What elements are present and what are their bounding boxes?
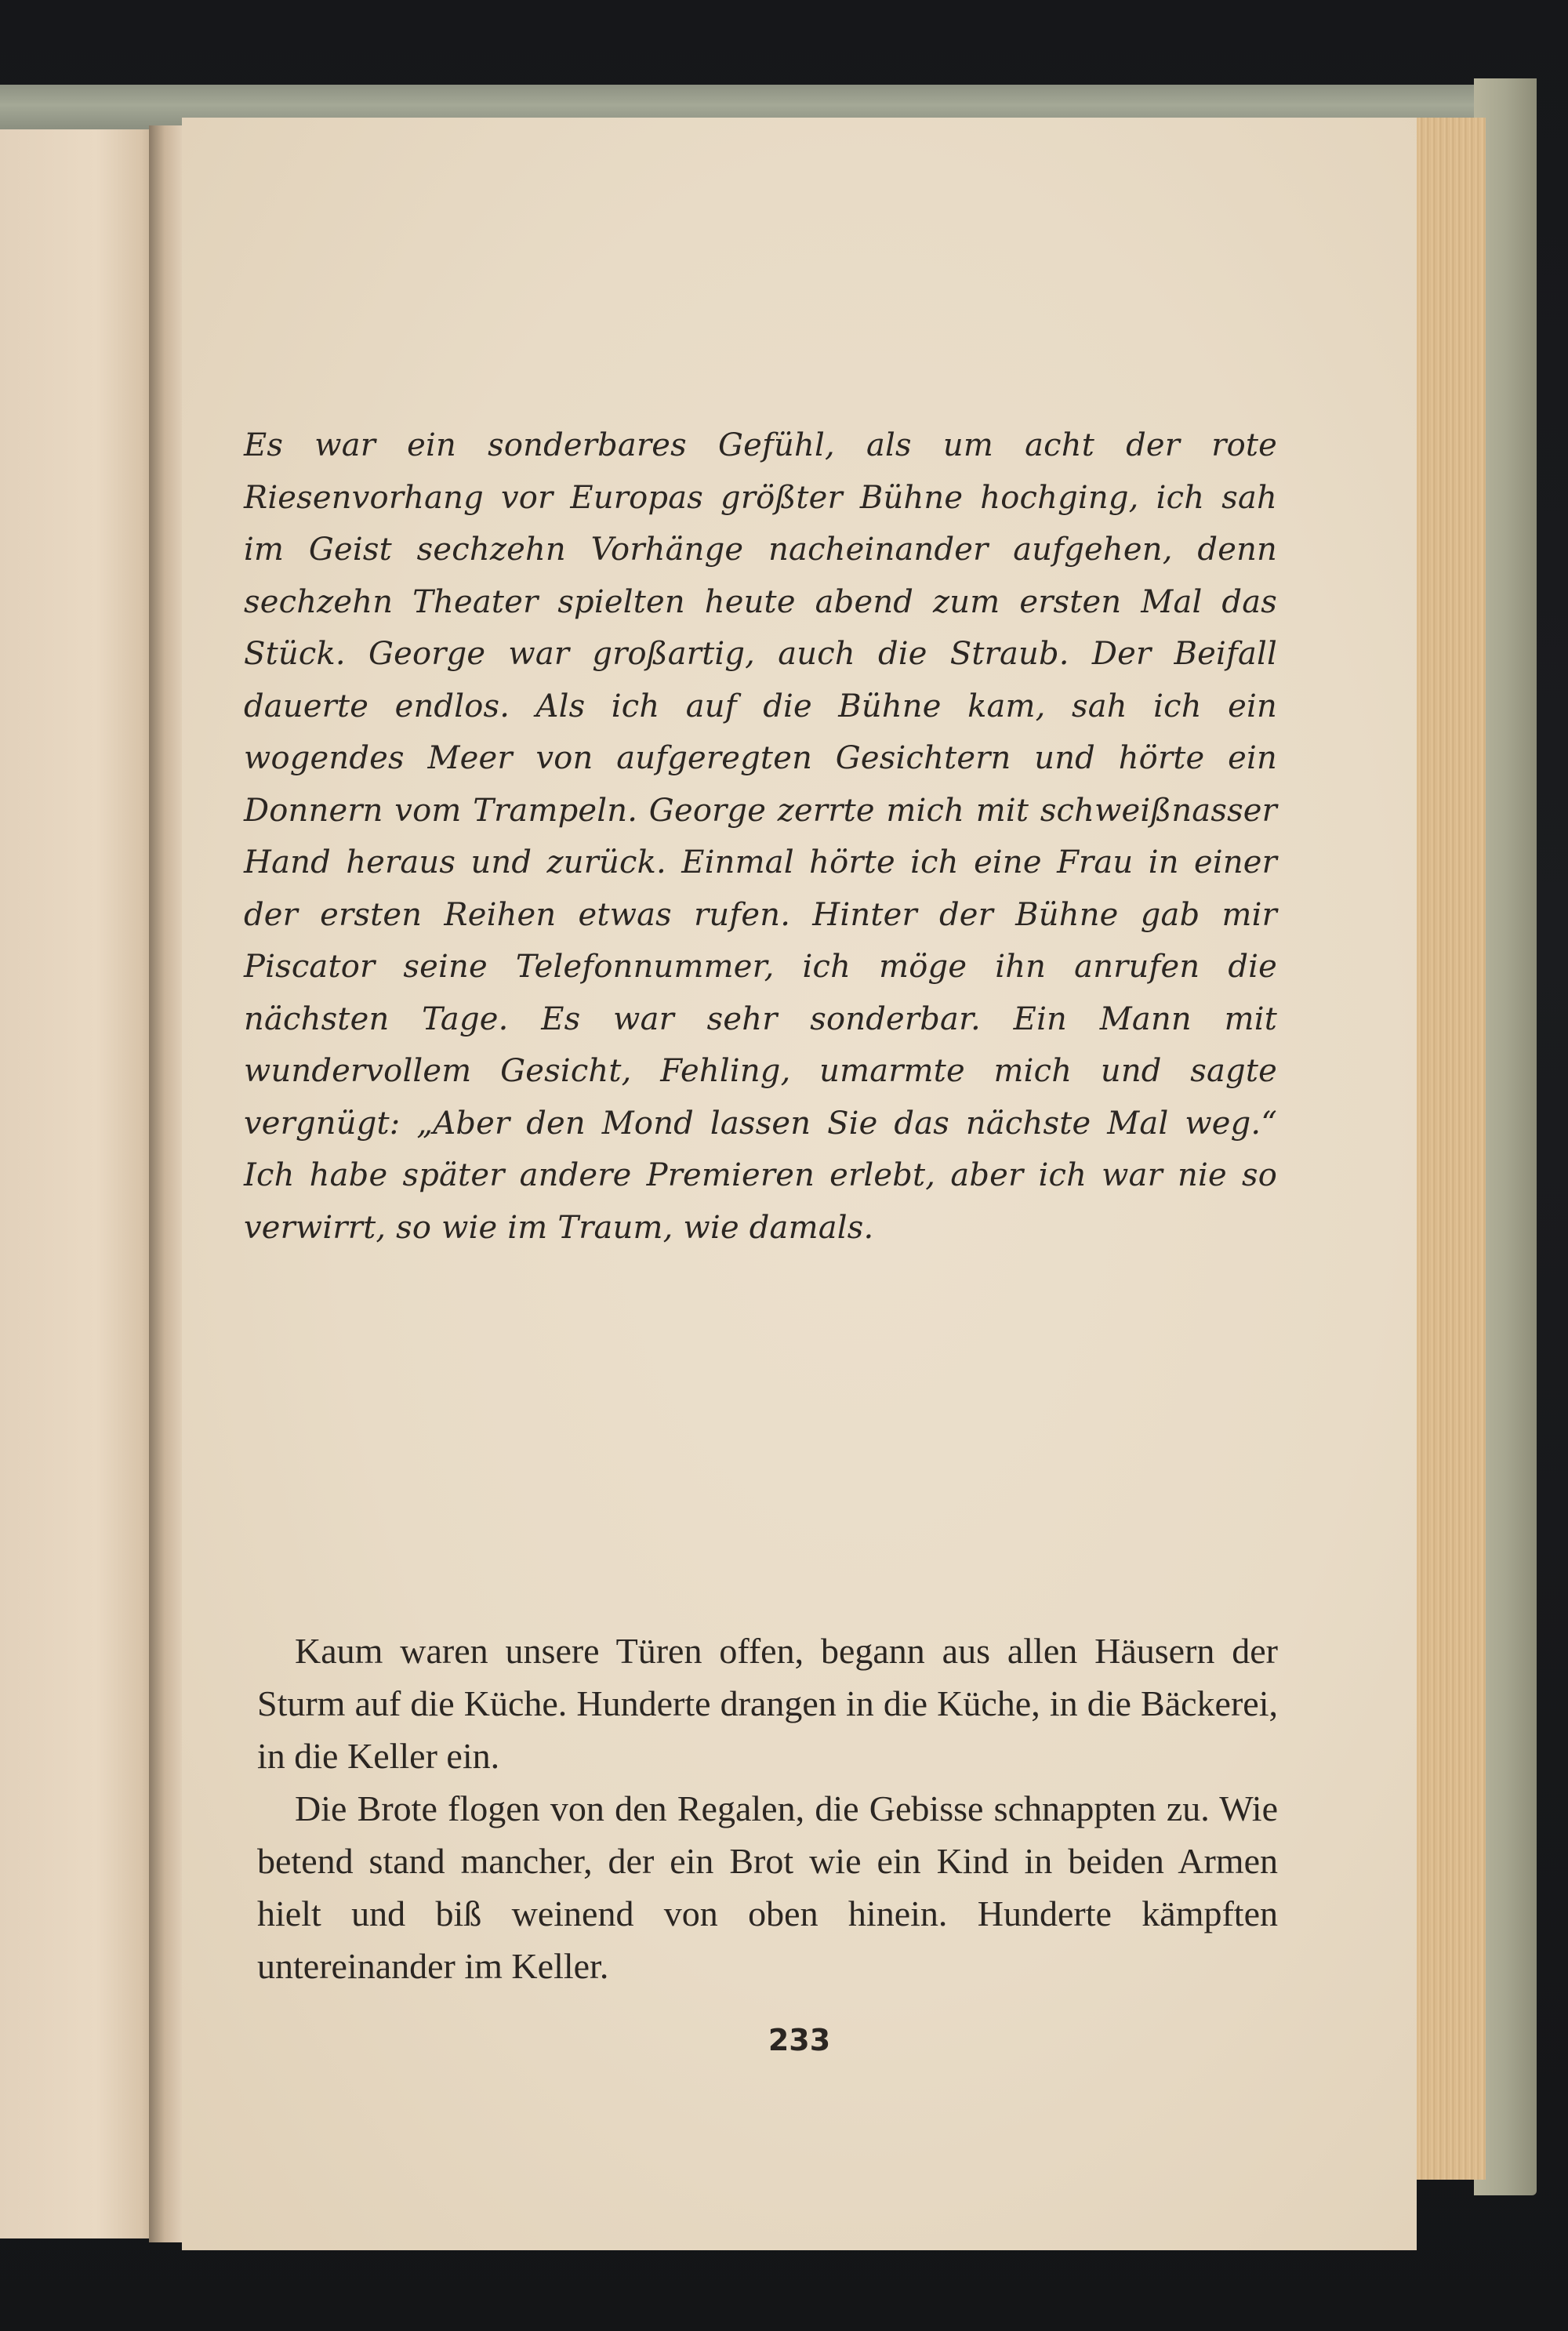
right-page	[182, 118, 1417, 2250]
page-number: 233	[768, 2023, 831, 2057]
left-facing-page	[0, 129, 161, 2238]
page-edges	[1411, 118, 1486, 2180]
body-paragraph-2: Die Brote flogen von den Regalen, die Gebisse schnappten zu. Wie betend stand mancher, der ein Brot wie ein Kind in beiden Armen hielt und biß weinend von oben hinein. Hunderte kämpften untereinander im Keller.	[257, 1788, 1278, 1986]
body-paragraph-1: Kaum waren unsere Türen offen, begann aus allen Häusern der Sturm auf die Küche. Hunderte drangen in die Küche, in die Bäckerei, in die Keller ein.	[257, 1631, 1278, 1776]
italic-passage: Es war ein sonderbares Gefühl, als um acht der rote Riesenvorhang vor Europas größter Bühne hochging, ich sah im Geist sechzehn Vorhänge nacheinander aufgehen, denn sechzehn Theater spielten heute abend zum ersten Mal das Stück. George war großartig, auch die Straub. Der Beifall dauerte endlos. Als ich auf die Bühne kam, sah ich ein wogendes Meer von aufgeregten Gesichtern und hörte ein Donnern vom Trampeln. George zerrte mich mit schweißnasser Hand heraus und zurück. Einmal hörte ich eine Frau in einer der ersten Reihen etwas rufen. Hinter der Bühne gab mir Piscator seine Telefonnummer, ich möge ihn anrufen die nächsten Tage. Es war sehr sonderbar. Ein Mann mit wundervollem Gesicht, Fehling, umarmte mich und sagte vergnügt: „Aber den Mond lassen Sie das nächste Mal weg.“ Ich habe später andere Premieren erlebt, aber ich war nie so verwirrt, so wie im Traum, wie damals.	[244, 427, 1277, 1246]
